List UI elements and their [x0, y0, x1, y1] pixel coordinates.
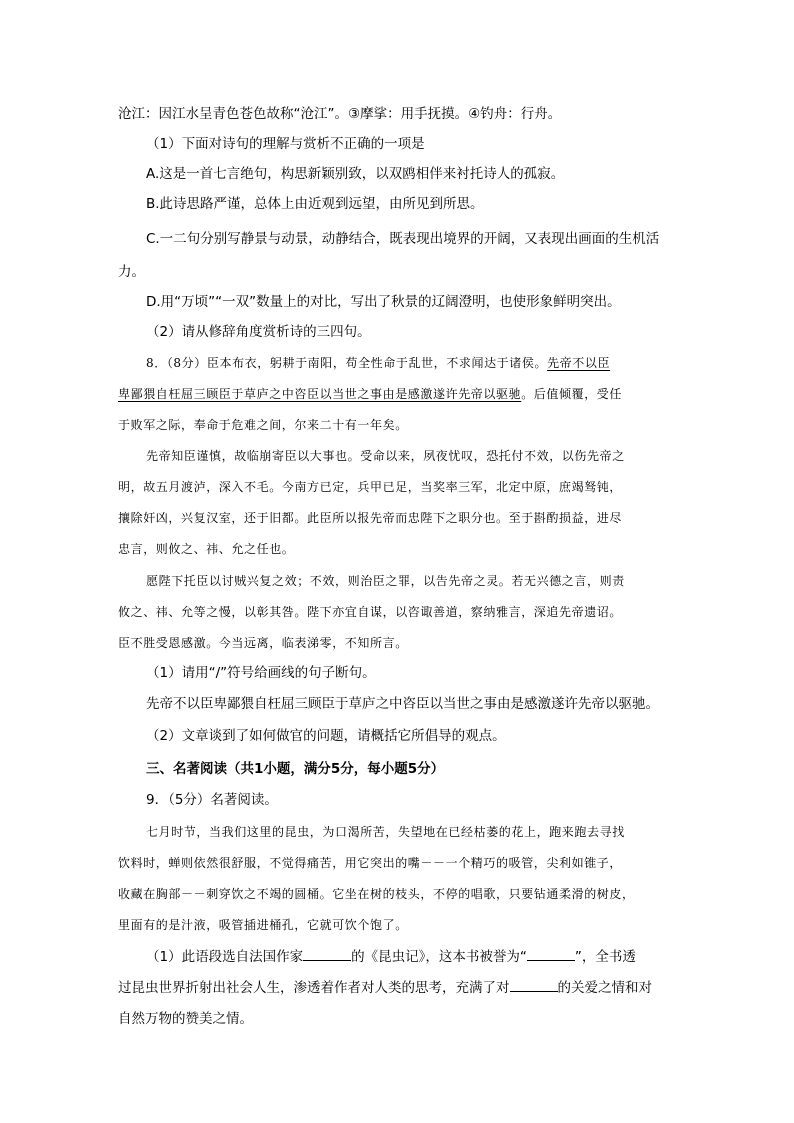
option-b: B.此诗思路严谨，总体上由近观到远望，由所见到所思。	[146, 196, 484, 212]
question-text: 的《昆虫记》，这本书被誉为“	[351, 949, 527, 965]
question-9-1-line-2	[118, 977, 652, 998]
annotation-line: 沧江：因江水呈青色苍色故称“沧江”。③摩挲：用手抚摸。④钓舟：行舟。	[118, 106, 562, 122]
passage-9-line-2: 饮料时，蝉则依然很舒服，不觉得痛苦，用它突出的嘴－－一个精巧的吸管，尖利如锥子，	[118, 856, 623, 870]
option-d: D.用“万顷”“一双”数量上的对比，写出了秋景的辽阔澄明，也使形象鲜明突出。	[146, 294, 621, 310]
passage-9-line-1: 七月时节，当我们这里的昆虫，为口渴所苦，失望地在已经枯萎的花上，跑来跑去寻找	[146, 825, 625, 839]
question-text: （1）此语段选自法国作家	[146, 949, 304, 965]
passage-8-line-4: 先帝知臣谨慎，故临崩寄臣以大事也。受命以来，夙夜忧叹，恐托付不效，以伤先帝之	[146, 449, 625, 463]
passage-8-line-3: 于败军之际，奉命于危难之间，尔来二十有一年矣。	[118, 418, 408, 432]
underlined-sentence-start: 先帝不以臣	[547, 356, 611, 370]
question-9-1-line-1	[146, 946, 636, 967]
passage-9-line-4: 里面有的是汁液，吸管插进桶孔，它就可饮个饱了。	[118, 918, 408, 932]
question-7-2: （2）请从修辞角度赏析诗的三四句。	[146, 324, 371, 340]
passage-8-line-5: 明，故五月渡泸，深入不毛。今南方已定，兵甲已足，当奖率三军，北定中原，庶竭驽钝，	[118, 480, 623, 494]
author-blank[interactable]	[303, 946, 351, 961]
question-7-1: （1）下面对诗句的理解与赏析不正确的一项是	[146, 136, 425, 152]
sentence-to-punctuate: 先帝不以臣卑鄙猥自枉屈三顾臣于草庐之中咨臣以当世之事由是感激遂许先帝以驱驰。	[146, 696, 659, 712]
passage-8-line-10: 臣不胜受恩感激。今当远离，临表涕零，不知所言。	[118, 636, 408, 650]
option-a: A.这是一首七言绝句，构思新颖别致，以双鸥相伴来衬托诗人的孤寂。	[146, 166, 565, 182]
passage-8-line-8: 愿陛下托臣以讨贼兴复之效；不效，则治臣之罪，以告先帝之灵。若无兴德之言，则责	[146, 574, 625, 588]
passage-text: 8．（8分）臣本布衣，躬耕于南阳，苟全性命于乱世，不求闻达于诸侯。	[146, 356, 548, 370]
section-three-heading: 三、名著阅读（共1小题，满分5分，每小题5分）	[146, 761, 445, 777]
passage-8-line-1	[146, 353, 610, 373]
passage-8-line-7: 忠言，则攸之、祎、允之任也。	[118, 542, 295, 556]
title-blank[interactable]	[527, 946, 575, 961]
question-8-1: （1）请用“/”符号给画线的句子断句。	[146, 665, 376, 681]
passage-8-line-2	[118, 384, 622, 404]
question-9: 9．（5分）名著阅读。	[146, 792, 278, 808]
passage-8-line-9: 攸之、祎、允等之慢，以彰其咎。陛下亦宜自谋，以咨诹善道，察纳雅言，深追先帝遗诏。	[118, 605, 623, 619]
object-blank[interactable]	[510, 977, 558, 992]
question-8-2: （2）文章谈到了如何做官的问题，请概括它所倡导的观点。	[146, 728, 506, 744]
question-9-1-line-3: 自然万物的赞美之情。	[118, 1011, 253, 1027]
question-text: 过昆虫世界折射出社会人生，渗透着作者对人类的思考，充满了对	[118, 980, 510, 996]
question-text: ”，全书透	[574, 949, 636, 965]
option-c-cont: 力。	[118, 264, 145, 280]
passage-9-line-3: 收藏在胸部－－刺穿饮之不竭的圆桶。它坐在树的枝头，不停的唱歌，只要钻通柔滑的树皮，	[118, 887, 635, 901]
underlined-sentence-end: 卑鄙猥自枉屈三顾臣于草庐之中咨臣以当世之事由是感激遂许先帝以驱驰	[118, 387, 522, 401]
passage-text: 。后值倾覆，受任	[521, 387, 623, 401]
question-text: 的关爱之情和对	[557, 980, 652, 996]
option-c: C.一二句分别写静景与动景，动静结合，既表现出境界的开阔，又表现出画面的生机活	[146, 231, 660, 247]
passage-8-line-6: 攘除奸凶，兴复汉室，还于旧都。此臣所以报先帝而忠陛下之职分也。至于斟酌损益，进尽	[118, 511, 623, 525]
